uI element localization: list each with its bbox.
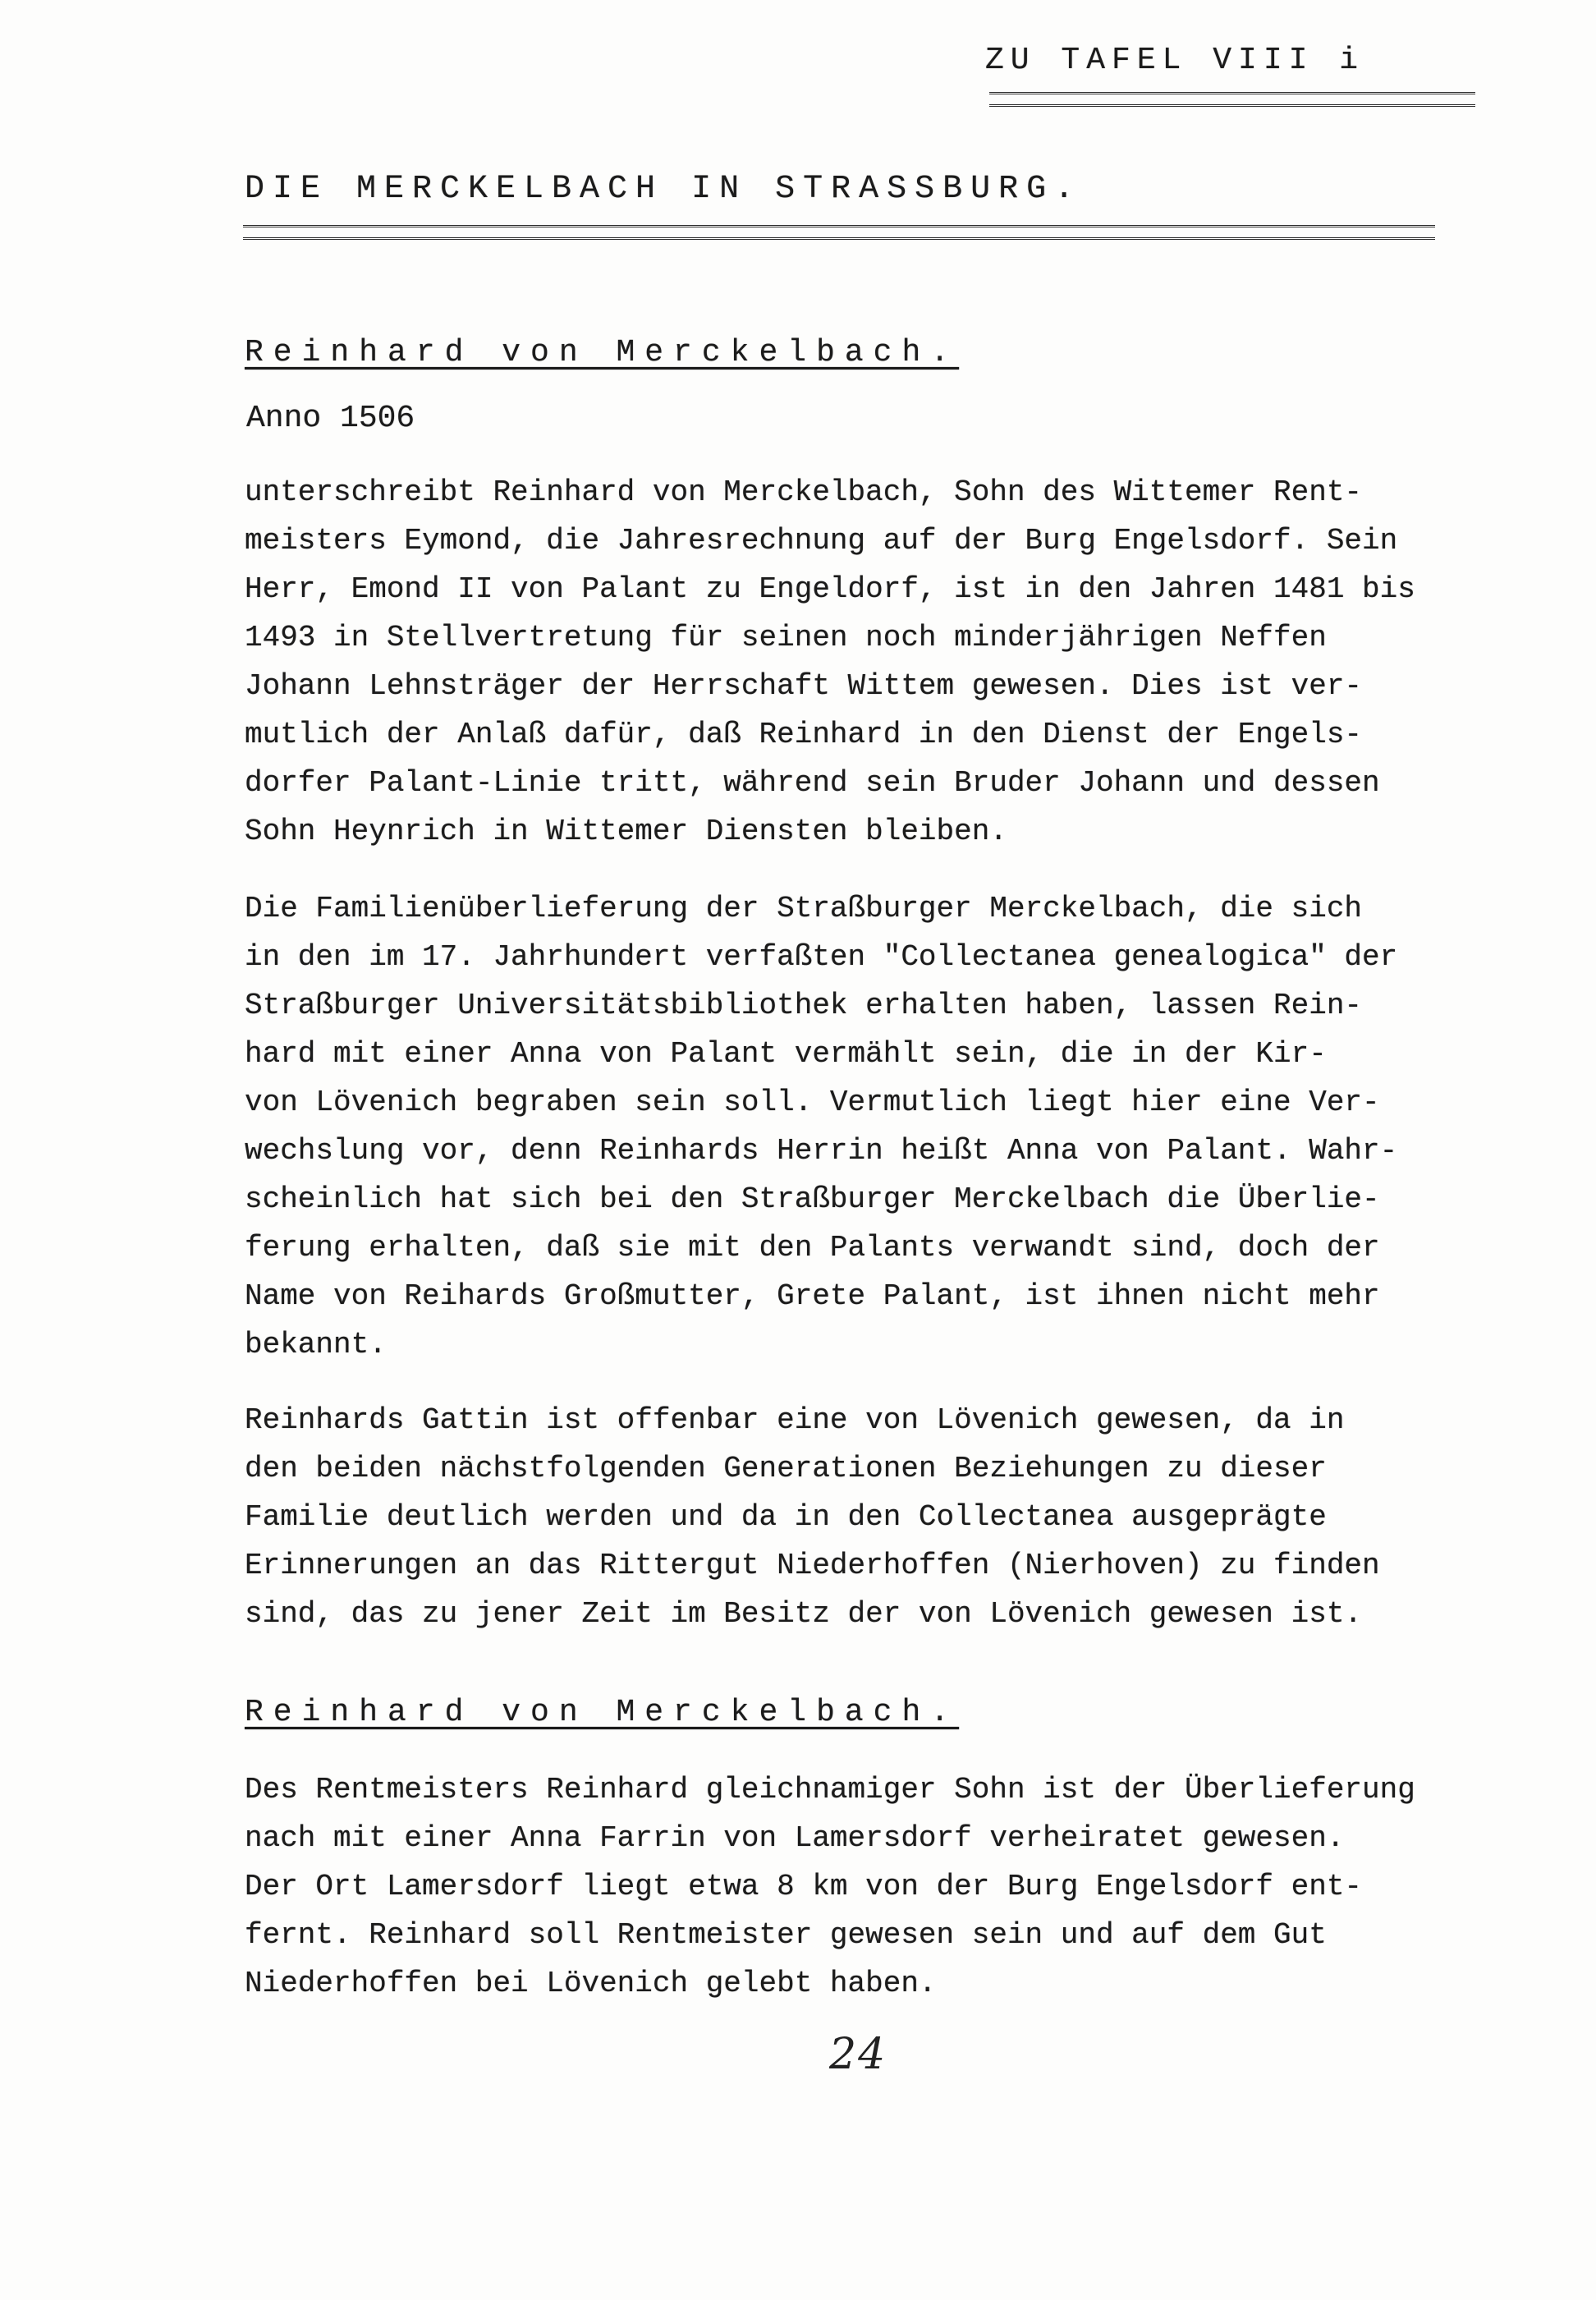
text-line: Name von Reihards Großmutter, Grete Palant, ist ihnen nicht mehr [245,1279,1380,1313]
paragraph [245,884,1583,1369]
text-line: Reinhards Gattin ist offenbar eine von Lövenich gewesen, da in [245,1403,1345,1437]
date-line: Anno 1506 [246,401,415,436]
text-line: in den im 17. Jahrhundert verfaßten "Collectanea genealogica" der [245,940,1398,974]
plate-reference-double-rule [989,92,1475,107]
text-line: Straßburger Universitätsbibliothek erhalten haben, lassen Rein- [245,989,1363,1022]
text-line: bekannt. [245,1328,387,1361]
text-line: von Lövenich begraben sein soll. Vermutlich liegt hier eine Ver- [245,1086,1380,1119]
plate-reference: ZU TAFEL VIII i [985,43,1365,78]
text-line: sind, das zu jener Zeit im Besitz der von Lövenich gewesen ist. [245,1597,1363,1631]
paragraph [245,1765,1583,2008]
text-line: scheinlich hat sich bei den Straßburger Merckelbach die Überlie- [245,1182,1380,1216]
text-line: dorfer Palant-Linie tritt, während sein Bruder Johann und dessen [245,766,1380,800]
text-line: 1493 in Stellvertretung für seinen noch minderjährigen Neffen [245,621,1327,654]
handwritten-page-number: 24 [829,2030,887,2079]
text-line: Niederhoffen bei Lövenich gelebt haben. [245,1967,937,2000]
section-heading: Reinhard von Merckelbach. [245,335,960,370]
text-line: hard mit einer Anna von Palant vermählt sein, die in der Kir- [245,1037,1327,1071]
text-line: meisters Eymond, die Jahresrechnung auf der Burg Engelsdorf. Sein [245,524,1398,558]
section-heading: Reinhard von Merckelbach. [245,1695,960,1730]
text-line: mutlich der Anlaß dafür, daß Reinhard in den Dienst der Engels- [245,718,1363,751]
title-double-rule [243,225,1435,240]
text-line: Des Rentmeisters Reinhard gleichnamiger Sohn ist der Überlieferung [245,1773,1415,1806]
text-line: Familie deutlich werden und da in den Collectanea ausgeprägte [245,1500,1327,1534]
text-line: Johann Lehnsträger der Herrschaft Wittem gewesen. Dies ist ver- [245,669,1363,703]
document-title: DIE MERCKELBACH IN STRASSBURG. [245,171,1083,208]
text-line: wechslung vor, denn Reinhards Herrin heißt Anna von Palant. Wahr- [245,1134,1398,1168]
text-line: Der Ort Lamersdorf liegt etwa 8 km von der Burg Engelsdorf ent- [245,1870,1363,1903]
text-line: ferung erhalten, daß sie mit den Palants verwandt sind, doch der [245,1231,1380,1265]
text-line: fernt. Reinhard soll Rentmeister gewesen sein und auf dem Gut [245,1918,1327,1952]
text-line: Sohn Heynrich in Wittemer Diensten bleiben. [245,815,1007,848]
text-line: den beiden nächstfolgenden Generationen Beziehungen zu dieser [245,1452,1327,1485]
paragraph [245,468,1583,856]
paragraph [245,1396,1583,1638]
text-line: unterschreibt Reinhard von Merckelbach, Sohn des Wittemer Rent- [245,475,1363,509]
text-line: Erinnerungen an das Rittergut Niederhoffen (Nierhoven) zu finden [245,1549,1380,1582]
text-line: Herr, Emond II von Palant zu Engeldorf, ist in den Jahren 1481 bis [245,572,1415,606]
text-line: nach mit einer Anna Farrin von Lamersdorf verheiratet gewesen. [245,1821,1345,1855]
text-line: Die Familienüberlieferung der Straßburger Merckelbach, die sich [245,892,1363,925]
